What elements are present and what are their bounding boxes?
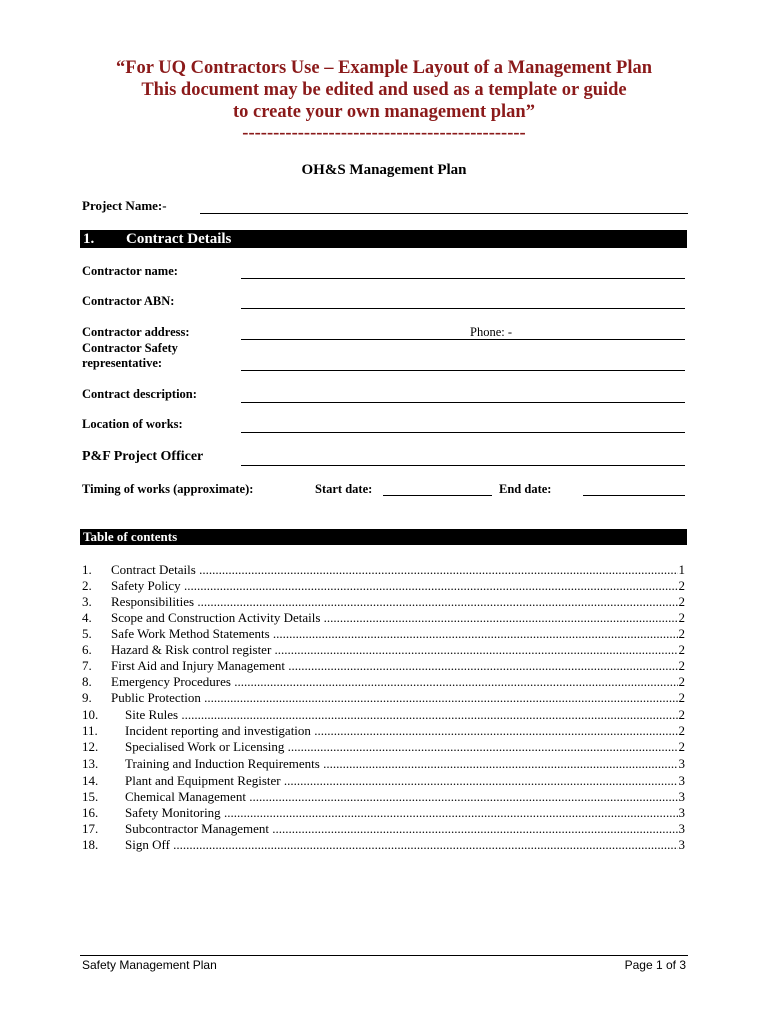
banner-line-1: “For UQ Contractors Use – Example Layout of a Management Plan xyxy=(115,58,653,78)
section-1-header xyxy=(80,230,687,248)
toc-item-number: 8. xyxy=(82,674,92,689)
toc-item-title: Chemical Management ..... xyxy=(125,789,685,805)
toc-item[interactable] xyxy=(82,805,685,821)
toc-item-title: Scope and Construction Activity Details ..... xyxy=(111,610,685,626)
contractor-address-label: Contractor address: xyxy=(82,325,190,339)
toc-item-title: Sign Off ..... xyxy=(125,837,685,853)
toc-item[interactable] xyxy=(82,837,685,853)
toc-item-title: Contract Details ..... xyxy=(111,562,685,578)
toc-heading: Table of contents xyxy=(83,529,178,544)
document-title: OH&S Management Plan xyxy=(301,162,467,178)
toc-item[interactable] xyxy=(82,658,685,674)
toc-item-title: Emergency Procedures ..... xyxy=(111,674,685,690)
toc-item-number: 5. xyxy=(82,626,92,641)
contractor-abn-field[interactable] xyxy=(241,308,685,309)
toc-item[interactable] xyxy=(82,626,685,642)
toc-item[interactable] xyxy=(82,707,685,723)
toc-item-page: 2 xyxy=(678,674,685,689)
safety-rep-label-line-1: Contractor Safety xyxy=(82,341,178,355)
toc-item[interactable] xyxy=(82,789,685,805)
toc-item-number: 3. xyxy=(82,594,92,609)
end-date-field[interactable] xyxy=(583,495,685,496)
end-date-label: End date: xyxy=(499,482,552,496)
toc-item-page: 2 xyxy=(678,642,685,657)
toc-item-number: 16. xyxy=(82,805,99,820)
banner-dash-line: ---------------------------------------------- xyxy=(242,123,526,143)
toc-item[interactable] xyxy=(82,756,685,772)
contractor-name-field[interactable] xyxy=(241,278,685,279)
toc-item-number: 11. xyxy=(82,723,98,738)
footer-rule xyxy=(80,955,688,956)
toc-item-title: Safety Policy ..... xyxy=(111,578,685,594)
toc-item-page: 3 xyxy=(678,805,685,820)
toc-item-title: Subcontractor Management ..... xyxy=(125,821,685,837)
footer-page-number: Page 1 of 3 xyxy=(624,958,686,972)
toc-item-page: 2 xyxy=(678,707,685,722)
project-name-label: Project Name:- xyxy=(82,198,167,213)
project-name-field[interactable] xyxy=(200,213,688,214)
toc-item-title: Incident reporting and investigation ..... xyxy=(125,723,685,739)
toc-item-title: Public Protection ..... xyxy=(111,690,685,706)
toc-item-number: 1. xyxy=(82,562,92,577)
toc-item-number: 17. xyxy=(82,821,99,836)
toc-item-number: 6. xyxy=(82,642,92,657)
pf-project-officer-label: P&F Project Officer xyxy=(82,449,204,464)
location-of-works-label: Location of works: xyxy=(82,417,183,431)
toc-item[interactable] xyxy=(82,773,685,789)
toc-item[interactable] xyxy=(82,642,685,658)
pf-project-officer-field[interactable] xyxy=(241,465,685,466)
toc-item-title: Hazard & Risk control register ..... xyxy=(111,642,685,658)
toc-item-page: 2 xyxy=(678,594,685,609)
toc-item[interactable] xyxy=(82,821,685,837)
contract-description-field[interactable] xyxy=(241,402,685,403)
timing-label: Timing of works (approximate): xyxy=(82,482,254,496)
toc-item-page: 2 xyxy=(678,690,685,705)
start-date-field[interactable] xyxy=(383,495,492,496)
toc-item-page: 2 xyxy=(678,658,685,673)
toc-item-title: Specialised Work or Licensing ..... xyxy=(125,739,685,755)
toc-item-number: 2. xyxy=(82,578,92,593)
toc-item-page: 3 xyxy=(678,789,685,804)
toc-item-page: 1 xyxy=(678,562,685,577)
contractor-address-field[interactable] xyxy=(241,339,685,340)
toc-item[interactable] xyxy=(82,723,685,739)
start-date-label: Start date: xyxy=(315,482,373,496)
toc-item-title: Responsibilities ..... xyxy=(111,594,685,610)
toc-item-title: Plant and Equipment Register ..... xyxy=(125,773,685,789)
toc-item-title: First Aid and Injury Management ..... xyxy=(111,658,685,674)
toc-item-title: Safety Monitoring ..... xyxy=(125,805,685,821)
section-1-number: 1. xyxy=(83,231,95,247)
toc-item-page: 2 xyxy=(678,578,685,593)
toc-item-number: 15. xyxy=(82,789,99,804)
toc-item-page: 3 xyxy=(678,756,685,771)
toc-item-title: Safe Work Method Statements ..... xyxy=(111,626,685,642)
toc-item-page: 2 xyxy=(678,739,685,754)
toc-item[interactable] xyxy=(82,674,685,690)
contract-description-label: Contract description: xyxy=(82,387,197,401)
contractor-abn-label: Contractor ABN: xyxy=(82,294,175,308)
toc-item-number: 10. xyxy=(82,707,99,722)
toc-item-page: 2 xyxy=(678,610,685,625)
toc-item-number: 12. xyxy=(82,739,99,754)
toc-item[interactable] xyxy=(82,610,685,626)
toc-item[interactable] xyxy=(82,739,685,755)
toc-item-number: 7. xyxy=(82,658,92,673)
toc-item-page: 3 xyxy=(678,837,685,852)
toc-item-title: Site Rules ..... xyxy=(125,707,685,723)
toc-item[interactable] xyxy=(82,594,685,610)
toc-item[interactable] xyxy=(82,690,685,706)
toc-item-page: 3 xyxy=(678,773,685,788)
safety-rep-field[interactable] xyxy=(241,370,685,371)
location-of-works-field[interactable] xyxy=(241,432,685,433)
phone-label: Phone: - xyxy=(470,325,513,339)
toc-item-number: 14. xyxy=(82,773,99,788)
toc-item-number: 13. xyxy=(82,756,99,771)
toc-header xyxy=(80,529,687,545)
toc-item-page: 2 xyxy=(678,626,685,641)
banner-line-3: to create your own management plan” xyxy=(233,102,535,122)
footer-title: Safety Management Plan xyxy=(82,958,217,972)
toc-item[interactable] xyxy=(82,578,685,594)
contractor-name-label: Contractor name: xyxy=(82,264,178,278)
section-1-heading: Contract Details xyxy=(126,231,232,247)
toc-item-page: 2 xyxy=(678,723,685,738)
toc-item-title: Training and Induction Requirements ..... xyxy=(125,756,685,772)
banner-line-2: This document may be edited and used as a template or guide xyxy=(141,80,627,100)
toc-item-number: 18. xyxy=(82,837,99,852)
toc-item-number: 9. xyxy=(82,690,92,705)
toc-item[interactable] xyxy=(82,562,685,578)
toc-item-number: 4. xyxy=(82,610,92,625)
safety-rep-label-line-2: representative: xyxy=(82,356,163,370)
toc-item-page: 3 xyxy=(678,821,685,836)
